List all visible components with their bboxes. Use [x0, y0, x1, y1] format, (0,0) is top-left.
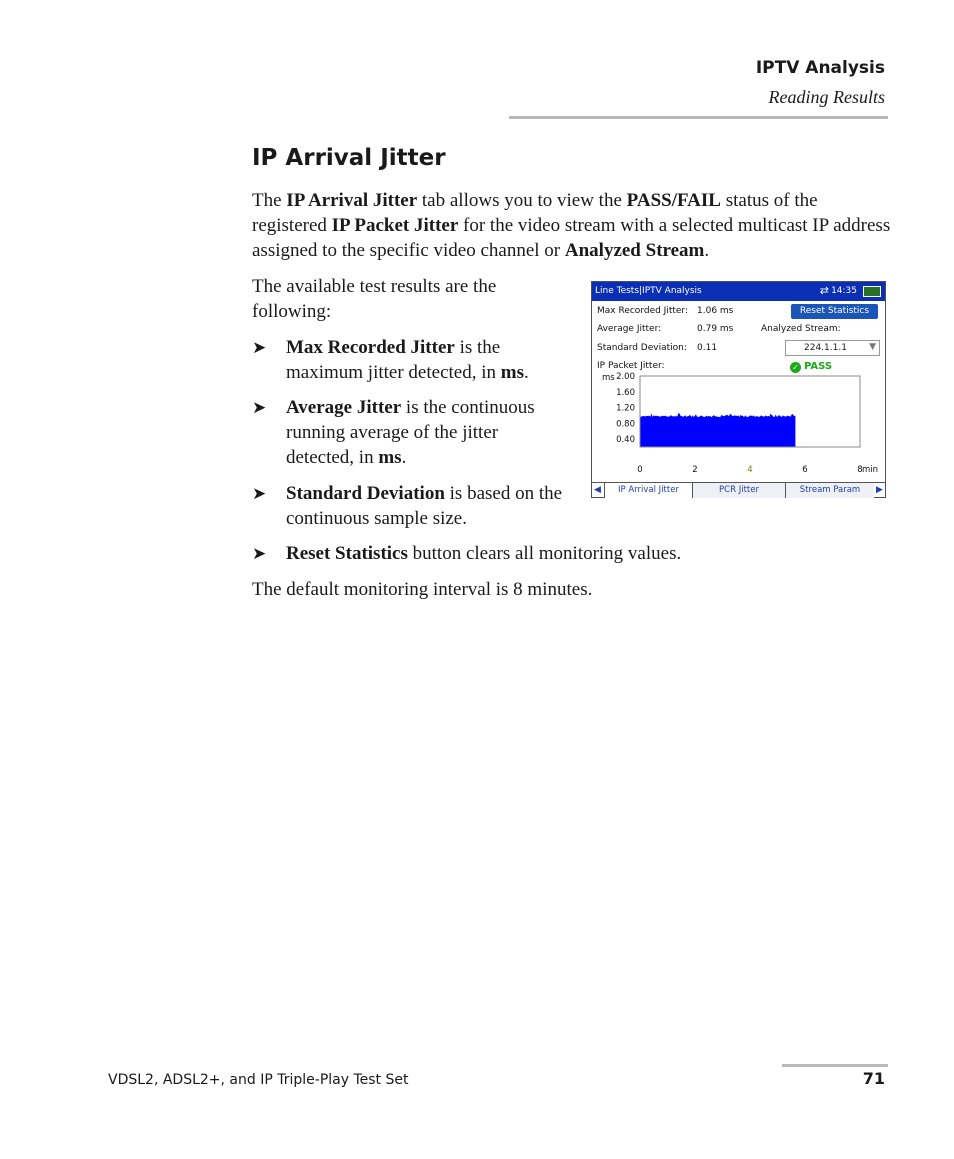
battery-icon [863, 286, 881, 297]
device-screenshot [591, 281, 886, 498]
x-tick-label: 6 [802, 465, 808, 475]
x-tick-label: 4 [747, 465, 753, 475]
intro-text: . [704, 240, 710, 261]
y-tick-label: 0.80 [616, 419, 635, 430]
device-clock: 14:35 [831, 286, 857, 296]
intro-paragraph [252, 188, 892, 263]
bullet-term: Average Jitter [286, 397, 402, 418]
bullet-end: . [401, 447, 407, 468]
header-rule [509, 116, 888, 119]
avg-jitter-label: Average Jitter: [597, 324, 662, 334]
x-axis-label: min [862, 465, 879, 475]
transfer-icon: ⇄ [819, 284, 829, 297]
x-tick-label: 8 [857, 465, 863, 475]
y-tick-label: 1.20 [616, 403, 635, 414]
chevron-down-icon: ▼ [869, 342, 876, 352]
analyzed-stream-value: 224.1.1.1 [804, 343, 847, 353]
y-tick-label: 1.60 [616, 387, 635, 398]
std-dev-label: Standard Deviation: [597, 343, 687, 353]
max-jitter-value: 1.06 ms [697, 306, 734, 316]
plot-label: IP Packet Jitter: [597, 361, 665, 371]
check-icon: ✓ [790, 362, 801, 373]
jitter-chart [592, 372, 885, 482]
tab-pcr-jitter[interactable]: PCR Jitter [692, 483, 785, 498]
analyzed-stream-label: Analyzed Stream: [761, 324, 841, 334]
header-title: IPTV Analysis [755, 58, 885, 78]
bullet-term: Max Recorded Jitter [286, 337, 455, 358]
x-tick-label: 2 [692, 465, 698, 475]
intro-bold: IP Arrival Jitter [286, 190, 418, 211]
bullet-text [286, 481, 572, 531]
reset-statistics-button[interactable]: Reset Statistics [791, 304, 878, 319]
analyzed-stream-select[interactable] [785, 340, 880, 356]
bullet-text [286, 541, 681, 566]
std-dev-value: 0.11 [697, 343, 718, 353]
intro-bold: IP Packet Jitter [331, 215, 459, 236]
bullet-desc: is based on the continuous sample size. [286, 483, 563, 529]
device-titlebar [592, 282, 885, 301]
intro-text: The [252, 190, 287, 211]
arrow-bullet-icon: ➤ [252, 398, 267, 417]
header-subtitle: Reading Results [768, 87, 885, 107]
x-tick-label: 0 [637, 465, 643, 475]
intro-text: for the video stream with a selected multicast IP address assigned to the specific video channel or [252, 215, 891, 261]
tab-scroll-right-icon[interactable]: ▶ [876, 485, 883, 495]
arrow-bullet-icon: ➤ [252, 544, 267, 563]
bullet-desc: button clears all monitoring values. [407, 543, 682, 564]
device-tabs [592, 482, 885, 498]
avg-jitter-value: 0.79 ms [697, 324, 734, 334]
page-number: 71 [862, 1069, 885, 1088]
device-window-title: Line Tests|IPTV Analysis [595, 286, 702, 296]
bullet-end: . [523, 362, 529, 383]
intro-bold: PASS/FAIL [626, 190, 721, 211]
status-text: PASS [804, 361, 833, 372]
tab-scroll-left-icon[interactable]: ◀ [594, 485, 601, 495]
tab-ip-arrival-jitter[interactable]: IP Arrival Jitter [604, 483, 692, 498]
max-jitter-label: Max Recorded Jitter: [597, 306, 688, 316]
jitter-area [640, 413, 795, 447]
footer-rule [782, 1064, 888, 1067]
intro-text: tab allows you to view the [417, 190, 627, 211]
y-tick-label: 2.00 [616, 372, 635, 382]
section-title: IP Arrival Jitter [252, 145, 446, 171]
bullet-term: Standard Deviation [286, 483, 445, 504]
bullet-term: Reset Statistics [286, 543, 408, 564]
y-axis-label: ms [602, 373, 615, 383]
arrow-bullet-icon: ➤ [252, 484, 267, 503]
footer-product-name: VDSL2, ADSL2+, and IP Triple-Play Test Set [108, 1072, 409, 1088]
y-tick-label: 0.40 [616, 435, 635, 446]
default-interval-text: The default monitoring interval is 8 minutes. [252, 579, 593, 600]
intro-bold: Analyzed Stream [564, 240, 705, 261]
available-results-text: The available test results are the following: [252, 276, 497, 322]
bullet-desc: is the continuous running average of the jitter detected, in [286, 397, 535, 468]
bullet-text [286, 335, 552, 385]
bullet-desc: is the maximum jitter detected, in [286, 337, 501, 383]
bullet-unit: ms [500, 362, 524, 383]
bullet-unit: ms [378, 447, 402, 468]
bullet-text [286, 395, 552, 470]
tab-stream-param[interactable]: Stream Param [785, 483, 874, 498]
arrow-bullet-icon: ➤ [252, 338, 267, 357]
intro-text: status of the registered [252, 190, 818, 236]
